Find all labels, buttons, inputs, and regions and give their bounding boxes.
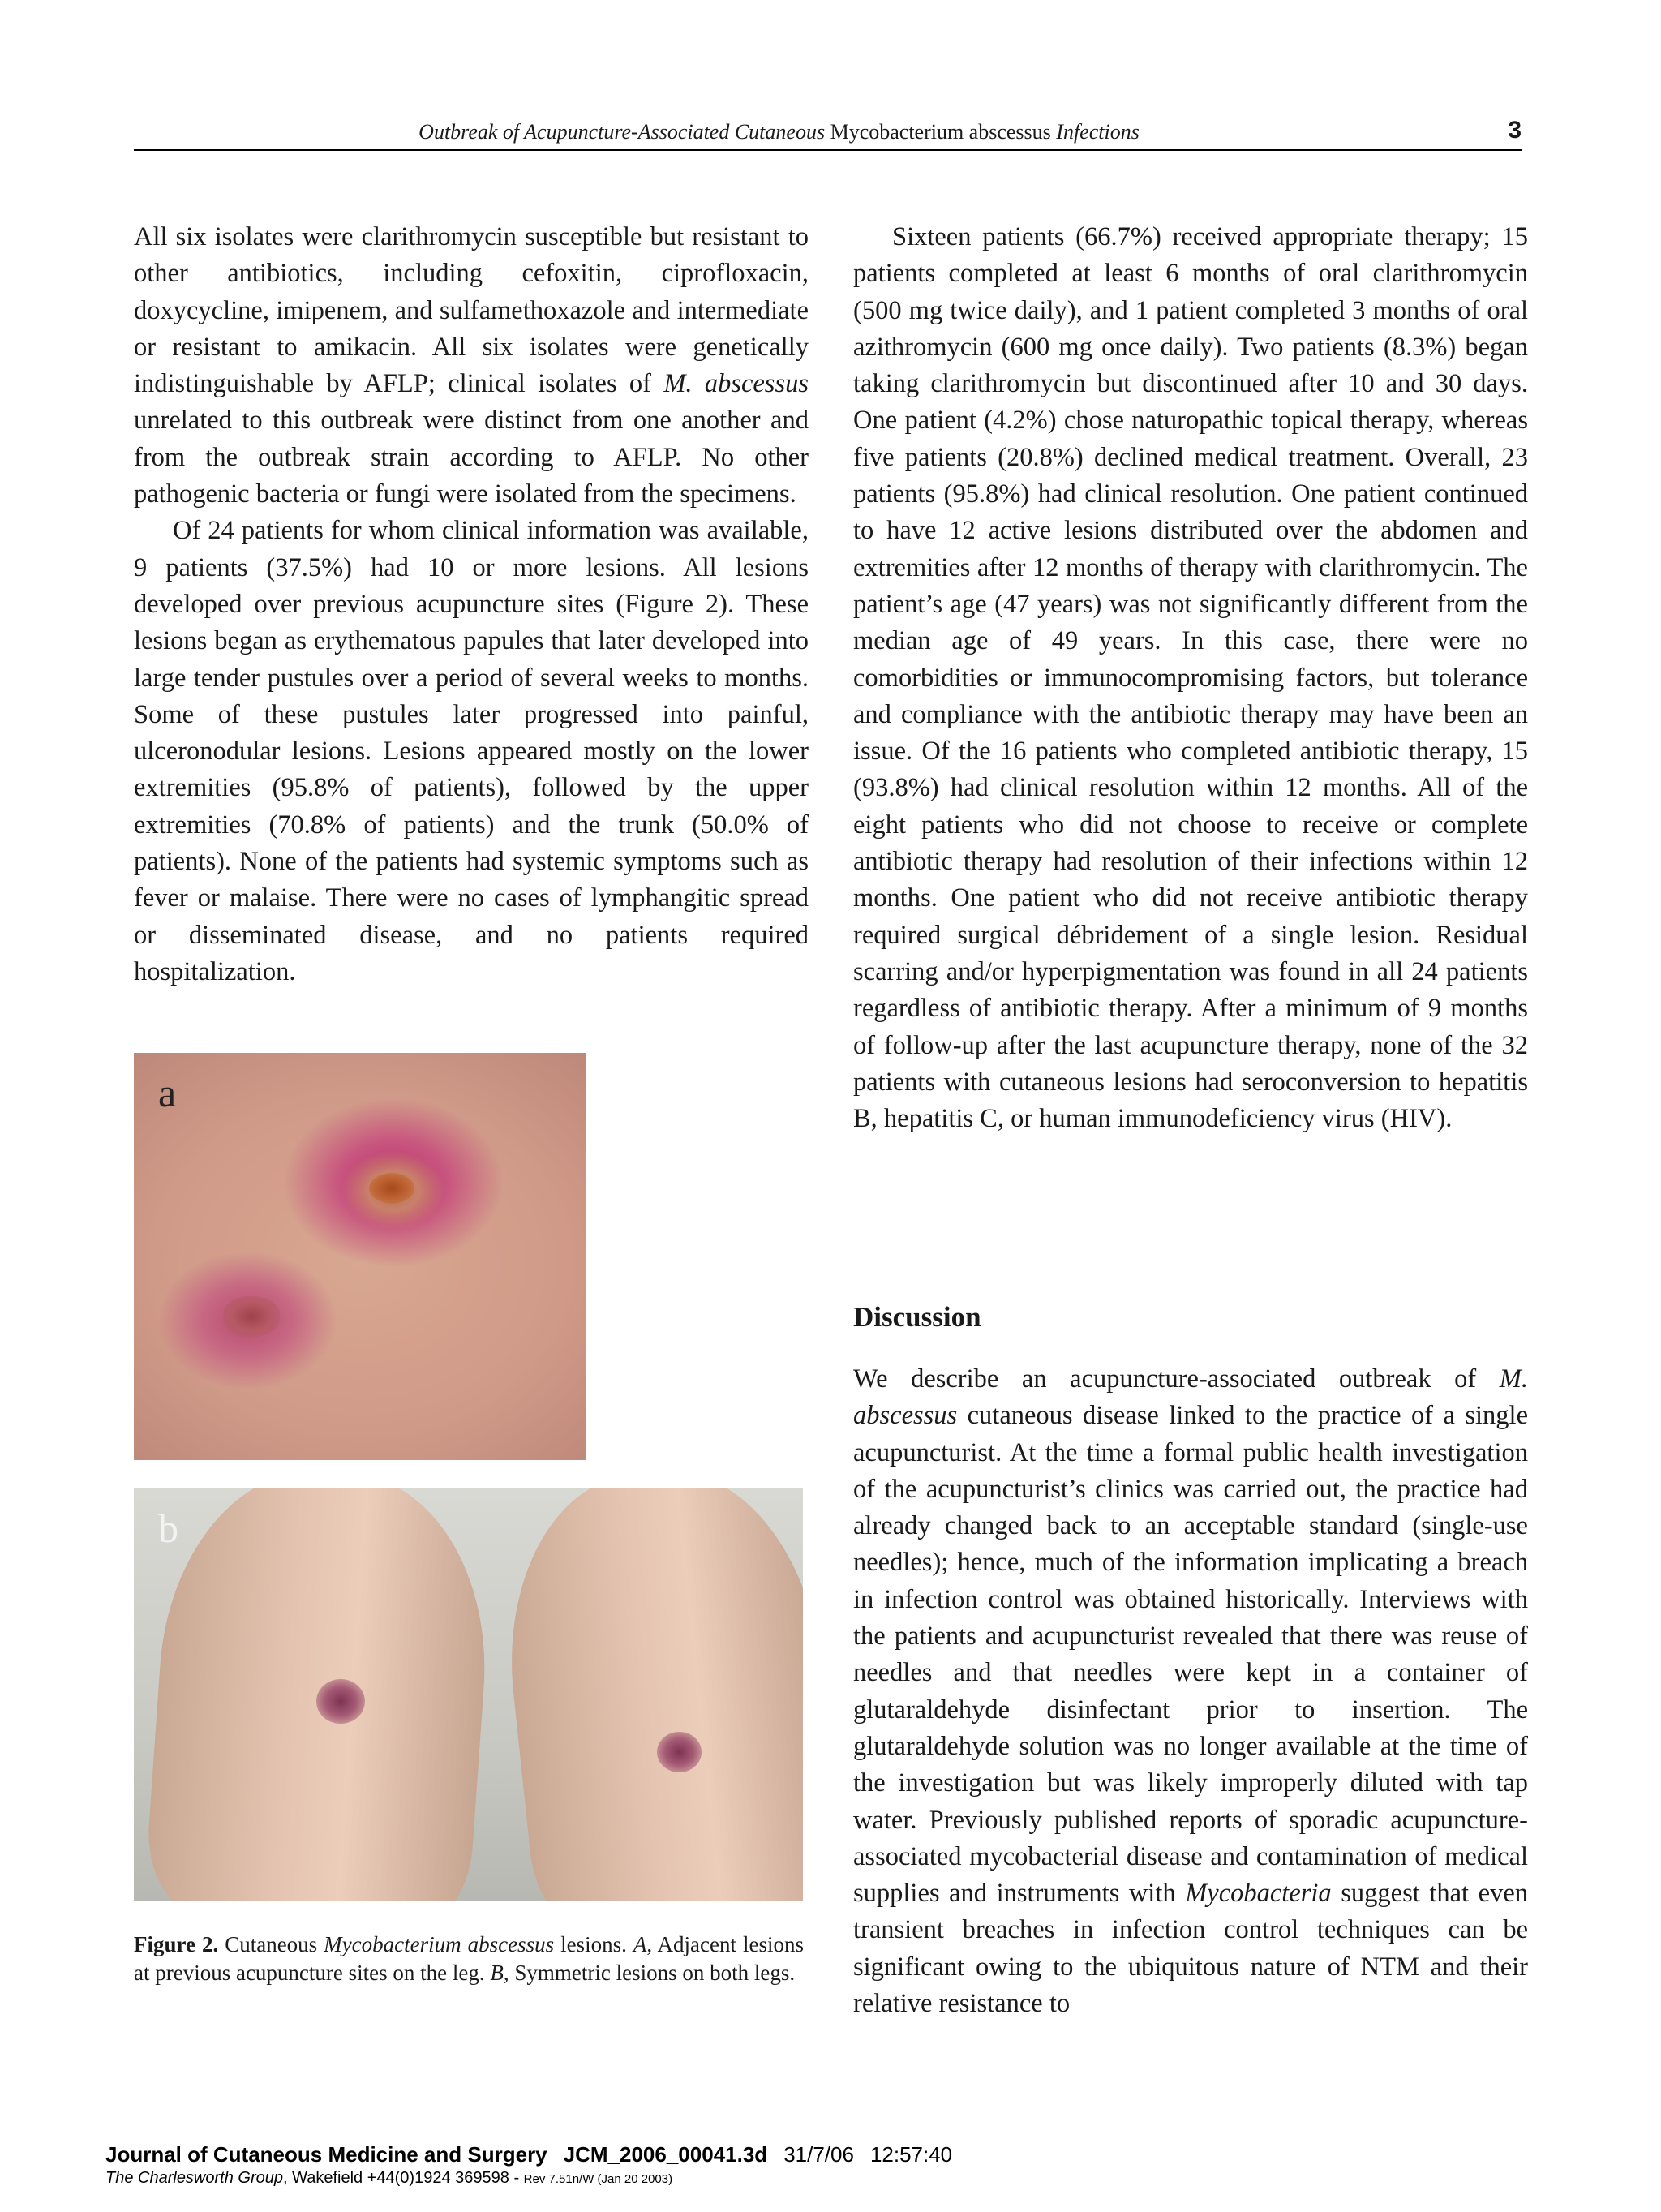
footer-rev: Rev 7.51n/W (Jan 20 2003): [523, 2172, 673, 2186]
text-span: , Symmetric lesions on both legs.: [503, 1961, 796, 1985]
figure-2b-photo: [134, 1488, 803, 1901]
text-span: suggest that even transient breaches in infection control techniques can be significant owing to the ubiquitous nature of NTM and their relative resistance to: [853, 1879, 1528, 2019]
text-span: , Adjacent lesions at previous acupuncture sites on the leg.: [134, 1932, 804, 1985]
discussion-heading: Discussion: [853, 1301, 981, 1333]
figure-caption: [134, 1931, 804, 1987]
text-span: unrelated to this outbreak were distinct from one another and from the outbreak strain according to AFLP. No other pathogenic bacteria or fungi were isolated from the specimens.: [134, 406, 809, 509]
footer-line-1: [105, 2141, 1079, 2167]
footer-file-id: JCM_2006_00041.3d: [563, 2142, 768, 2167]
text-span: We describe an acupuncture-associated outbreak of: [853, 1364, 1500, 1394]
footer-publisher: The Charlesworth Group: [105, 2169, 283, 2187]
running-head: [134, 117, 1522, 151]
running-head-title-part1: Outbreak of Acupuncture-Associated Cutaneous: [418, 120, 826, 144]
running-head-title-part3: Infections: [1056, 120, 1140, 144]
crusted-lesion: [223, 1296, 280, 1337]
footer-date: 31/7/06: [783, 2142, 854, 2167]
page-number: 3: [1508, 117, 1522, 144]
right-paragraph-1: Sixteen patients (66.7%) received appropriate therapy; 15 patients completed at least 6 months of oral clarithromycin (500 mg twice daily), and 1 patient completed 3 months of oral azithromycin (600 mg once daily). Two patients (8.3%) began taking clarithromycin but discontinued after 10 and 30 days. One patient (4.2%) chose naturopathic topical therapy, whereas five patients (20.8%) declined medical treatment. Overall, 23 patients (95.8%) had clinical resolution. One patient continued to have 12 active lesions distributed over the abdomen and extremities after 12 months of therapy with clarithromycin. The patient’s age (47 years) was not significantly different from the median age of 49 years. In this case, there were no comorbidities or immunocompromising factors, but tolerance and compliance with the antibiotic therapy may have been an issue. Of the 16 patients who completed antibiotic therapy, 15 (93.8%) had clinical resolution within 12 months. All of the eight patients who did not choose to receive or complete antibiotic therapy had resolution of their infections within 12 months. One patient who did not receive antibiotic therapy required surgical débridement of a single lesion. Residual scarring and/or hyperpigmentation was found in all 24 patients regardless of antibiotic therapy. After a minimum of 9 months of follow-up after the last acupuncture therapy, none of the 32 patients with cutaneous lesions had seroconversion to hepatitis B, hepatitis C, or human immunodeficiency virus (HIV).: [853, 222, 1528, 1134]
text-span: Cutaneous: [218, 1932, 324, 1956]
footer-journal: Journal of Cutaneous Medicine and Surgery: [105, 2142, 547, 2167]
lesion-right-leg: [657, 1732, 702, 1772]
panel-letter: A: [633, 1932, 647, 1956]
figure-label-a: a: [158, 1070, 177, 1115]
left-paragraph-2: Of 24 patients for whom clinical information was available, 9 patients (37.5%) had 10 or more lesions. All lesions developed over previous acupuncture sites (Figure 2). These lesions began as erythematous papules that later developed into large tender pustules over a period of several weeks to months. Some of these pustules later progressed into painful, ulceronodular lesions. Lesions appeared mostly on the lower extremities (95.8% of patients), followed by the upper extremities (70.8% of patients) and the trunk (50.0% of patients). None of the patients had systemic symptoms such as fever or malaise. There were no cases of lymphangitic spread or disseminated disease, and no patients required hospitalization.: [134, 516, 809, 986]
text-span: cutaneous disease linked to the practice of a single acupuncturist. At the time a formal public health investigation of the acupuncturist’s clinics was carried out, the practice had already changed back to an acceptable standard (single-use needles); hence, much of the information implicating a breach in infection control was obtained historically. Interviews with the patients and acupuncturist revealed that there was reuse of needles and that needles were kept in a container of glutaraldehyde disinfectant prior to insertion. The glutaraldehyde solution was no longer available at the time of the investigation but was likely improperly diluted with tap water. Previously published reports of sporadic acupuncture-associated mycobacterial disease and contamination of medical supplies and instruments with: [853, 1401, 1528, 1909]
left-column: [134, 219, 809, 990]
figure-label-b: b: [158, 1505, 178, 1551]
ulcer-lesion: [369, 1173, 414, 1204]
lesion-left-leg: [316, 1679, 365, 1724]
footer-location: , Wakefield +44(0)1924 369598 -: [282, 2169, 524, 2187]
discussion-column: [853, 1361, 1528, 2022]
species-name: M. abscessus: [663, 369, 809, 399]
footer-time: 12:57:40: [869, 2142, 953, 2167]
text-span: All six isolates were clarithromycin susceptible but resistant to other antibiotics, including cefoxitin, ciprofloxacin, doxycycline, imipenem, and sulfamethoxazole and intermediate or resistant to amikacin. All six isolates were genetically indistinguishable by AFLP; clinical isolates of: [134, 222, 809, 399]
species-name: Mycobacterium abscessus: [324, 1932, 555, 1956]
right-column: [853, 219, 1528, 1137]
footer: [105, 2141, 1079, 2190]
footer-line-2: [105, 2167, 1079, 2190]
species-name: M. abscessus: [853, 1364, 1528, 1431]
text-span: lesions.: [554, 1932, 633, 1956]
caption-label: Figure 2.: [134, 1932, 219, 1956]
discussion-paragraph: [853, 1361, 1528, 2022]
running-head-title-part2: Mycobacterium abscessus: [830, 120, 1051, 144]
running-head-title: [134, 120, 1424, 144]
left-paragraph-1: [134, 219, 809, 513]
genus-name: Mycobacteria: [1185, 1879, 1332, 1909]
figure-2a-photo: [134, 1053, 586, 1460]
panel-letter: B: [490, 1961, 504, 1985]
right-leg: [492, 1488, 803, 1901]
